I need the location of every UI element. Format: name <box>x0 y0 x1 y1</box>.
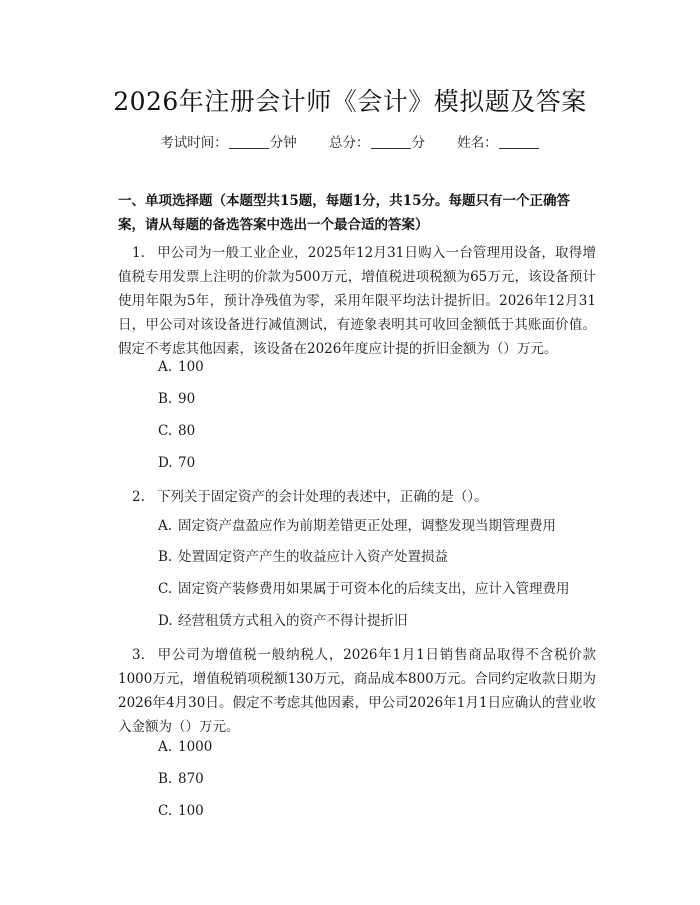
name-field <box>457 131 540 151</box>
section-heading: 一、单项选择题（本题型共15题，每题1分，共15分。每题只有一个正确答案，请从每题的备选答案中选出一个最合适的答案） <box>118 193 570 233</box>
question-3-option-a <box>158 737 212 757</box>
option-text: 100 <box>178 803 204 819</box>
option-text: 870 <box>178 771 204 787</box>
question-1-option-c <box>158 421 195 441</box>
total-score-label: 总分： <box>329 135 370 151</box>
option-text: 1000 <box>178 739 213 755</box>
question-1 <box>118 241 596 361</box>
option-letter: A. <box>158 359 173 375</box>
question-number: 1. <box>132 245 145 261</box>
question-text: 甲公司为增值税一般纳税人，2026年1月1日销售商品取得不含税价款1000万元，增值税销项税额130万元，商品成本800万元。合同约定收款日期为2026年4月30日。假定不考虑其他因素，甲公司2026年1月1日应确认的营业收入金额为（）万元。 <box>118 647 596 735</box>
exam-meta-line <box>0 131 700 151</box>
question-2-option-d <box>158 611 408 631</box>
option-letter: B. <box>158 391 173 407</box>
question-text: 下列关于固定资产的会计处理的表述中，正确的是（）。 <box>156 489 488 505</box>
option-letter: A. <box>158 739 173 755</box>
name-label: 姓名： <box>457 135 498 151</box>
exam-time-field <box>160 131 297 151</box>
question-2-option-c <box>158 579 570 599</box>
exam-time-label: 考试时间： <box>160 135 228 151</box>
question-1-option-d <box>158 453 195 473</box>
question-1-option-a <box>158 357 204 377</box>
option-text: 处置固定资产产生的收益应计入资产处置损益 <box>178 549 448 565</box>
option-text: 固定资产盘盈应作为前期差错更正处理，调整发现当期管理费用 <box>178 518 556 534</box>
question-3 <box>118 643 596 739</box>
question-3-option-b <box>158 769 204 789</box>
question-2-option-b <box>158 547 448 567</box>
option-text: 100 <box>178 359 204 375</box>
question-text: 甲公司为一般工业企业，2025年12月31日购入一台管理用设备，取得增值税专用发票上注明的价款为500万元，增值税进项税额为65万元，该设备预计使用年限为5年，预计净残值为零，采用年限平均法计提折旧。2026年12月31日，甲公司对该设备进行减值测试，有迹象表明其可收回金额低于其账面价值。假定不考虑其他因素，该设备在2026年度应计提的折旧金额为（）万元。 <box>118 245 596 357</box>
option-letter: C. <box>158 581 173 597</box>
total-score-unit: 分 <box>411 135 425 151</box>
question-1-option-b <box>158 389 195 409</box>
option-letter: B. <box>158 549 173 565</box>
page-title: 2026年注册会计师《会计》模拟题及答案 <box>113 87 587 116</box>
option-letter: D. <box>158 455 173 471</box>
exam-time-blank <box>229 134 269 149</box>
option-letter: D. <box>158 613 173 629</box>
total-score-blank <box>371 134 411 149</box>
option-text: 固定资产装修费用如果属于可资本化的后续支出，应计入管理费用 <box>178 581 570 597</box>
option-letter: C. <box>158 803 173 819</box>
option-letter: B. <box>158 771 173 787</box>
name-blank <box>499 134 539 149</box>
option-letter: A. <box>158 518 173 534</box>
option-text: 80 <box>178 423 196 439</box>
option-text: 70 <box>178 455 196 471</box>
question-2 <box>118 485 596 509</box>
question-2-option-a <box>158 516 556 536</box>
exam-time-unit: 分钟 <box>269 135 297 151</box>
question-number: 3. <box>132 647 145 663</box>
option-text: 经营租赁方式租入的资产不得计提折旧 <box>178 613 408 629</box>
question-number: 2. <box>132 489 145 505</box>
question-3-option-c <box>158 801 204 821</box>
option-text: 90 <box>178 391 196 407</box>
option-letter: C. <box>158 423 173 439</box>
total-score-field <box>329 131 425 151</box>
